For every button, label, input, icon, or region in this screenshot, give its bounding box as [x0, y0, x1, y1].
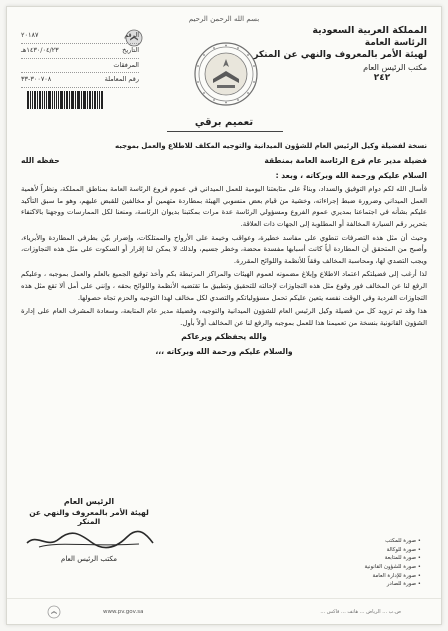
page-footer [7, 598, 441, 624]
paragraph-1: فأسال الله لكم دوام التوفيق والسداد، وبناءً على متابعتنا اليومية للعمل الميداني في عموم فروع الرئاسة العامة بمناطق المملكة، ونظراً لأهمية العمل الميداني وضرورة ضبط إجراءاته، وخشية من قيام بعض منسوبي الهيئة بمطاردة متهمين أو مخالفين للقبض عليهم، وهو ما سبق التأكيد عليكم بشأنه في اجتماعنا بمديري عموم الفروع ومسؤولي الرئاسة عدة مرات بمكتبنا بديوان الرئاسة، ومنعنا لكل الممارسات ووجهنا بالاكتفاء بتحرير رقم السيارة المخالفة أو المطلوبة إلى الجهات ذات العلاقة. [21, 185, 427, 229]
title-underline [167, 131, 283, 132]
barcode-bar [64, 91, 65, 109]
handwritten-signature-icon [19, 529, 159, 551]
barcode-bar [71, 91, 72, 109]
authority-name: لهيئة الأمر بالمعروف والنهي عن المنكر [253, 50, 427, 60]
barcode-bar [54, 91, 55, 109]
barcode-bar [44, 91, 45, 109]
barcode-icon [27, 91, 103, 109]
footer-logo-icon [47, 605, 61, 619]
barcode-bar [92, 91, 93, 109]
barcode-bar [42, 91, 43, 109]
country-name: المملكة العربية السعودية [312, 25, 427, 36]
copy-item: • صورة للمتابعة [335, 554, 421, 563]
barcode-bar [77, 91, 80, 109]
barcode-bar [37, 91, 38, 109]
barcode-bar [66, 91, 68, 109]
closing-1: والله يحفظكم ويرعاكم [181, 332, 267, 342]
meta-attachments-row [21, 59, 139, 74]
signature-block [19, 497, 159, 563]
barcode-bar [75, 91, 76, 109]
presidency-name: الرئاسة العامة [364, 38, 427, 48]
copy-item: • صورة للإدارة العامة [335, 572, 421, 581]
barcode-bar [94, 91, 97, 109]
barcode-bar [58, 91, 59, 109]
barcode-bar [46, 91, 48, 109]
copies-list [335, 537, 421, 589]
honorific: حفظه الله [21, 155, 60, 165]
barcode-bar [101, 91, 103, 109]
meta-number-label: الرقم [124, 31, 139, 39]
cc-line: نسخة لفضيلة وكيل الرئيس العام للشؤون الميدانية والتوجيه المكلف للاطلاع والعمل بموجبه [115, 142, 427, 150]
meta-date-row [21, 44, 139, 59]
barcode-bar [99, 91, 100, 109]
copy-item: • صورة للوكالة [335, 546, 421, 555]
paragraph-3: لذا أرغب إلى فضيلتكم اعتماد الاطلاع وإبلاغ مضمونه لعموم الهيئات والمراكز المرتبطة بكم وأخذ توقيع الجميع بالعلم والعمل بموجبه ، وعليكم الرفع لنا عن المخالف فور وقوع مثل هذه التجاوزات لإحالته للتحقيق وتطبيق ما تقتضيه الأنظمة واللوائح بحقه ، وإنني على أمل ألا تقع مثل هذه التجاوزات الفردية وفي الوقت نفسه يتعين عليكم تحمل مسؤولياتكم والتصدي لكل مخالف لهذا التوجيه والحزم تجاه حصولها. [21, 270, 427, 302]
addressee-line [21, 155, 427, 168]
document-title: تعميم برقي [194, 117, 254, 128]
barcode-bar [81, 91, 82, 109]
barcode-bar [34, 91, 37, 109]
signatory-authority: لهيئة الأمر بالمعروف والنهي عن المنكر [29, 508, 149, 526]
barcode-bar [87, 91, 88, 109]
contact-info: ص.ب ... الرياض ... هاتف ... فاكس ... [320, 609, 401, 615]
barcode-bar [56, 91, 58, 109]
barcode-bar [84, 91, 86, 109]
meta-ref-label: رقم المعاملة [104, 75, 139, 84]
letter-body [21, 141, 427, 361]
meta-date-value: ١٤٣٠/٠٤/٢٣هـ [21, 45, 59, 54]
website-url[interactable]: www.pv.gov.sa [103, 609, 144, 615]
paragraph-4: هذا وقد تم تزويد كل من فضيلة وكيل الرئيس العام للشؤون الميدانية والتوجيه، وفضيلة مدير عام المتابعة، وسعادة المشرف العام على إدارة الشؤون القانونية بنسخة من تعميمنا هذا للعمل بموجبه والرفع لنا عن المخالف أولاً بأول. [21, 307, 427, 327]
signatory-office: مكتب الرئيس العام [61, 555, 117, 563]
barcode-bar [30, 91, 31, 109]
basmala: بسم الله الرحمن الرحيم [188, 15, 260, 23]
barcode-bar [83, 91, 84, 109]
barcode-bar [39, 91, 41, 109]
office-name: مكتب الرئيس العام [363, 63, 427, 72]
barcode-bar [48, 91, 51, 109]
meta-number-value: ٢٠١٨٧ [21, 31, 39, 39]
document-sheet [6, 6, 442, 625]
greeting: السلام عليكم ورحمة الله وبركاته ، وبعد : [275, 170, 427, 180]
authority-seal-icon [193, 41, 259, 107]
barcode-bar [60, 91, 63, 109]
barcode-bar [97, 91, 98, 109]
meta-number-row [21, 29, 139, 44]
office-number: ٢٤٢ [373, 73, 391, 83]
barcode-bar [52, 91, 53, 109]
barcode-bar [32, 91, 33, 109]
meta-date-label: التاريخ [122, 45, 139, 54]
addressee: فضيلة مدير عام فرع الرئاسة العامة بمنطقة [264, 155, 427, 165]
document-metadata [21, 29, 139, 88]
meta-ref-row [21, 73, 139, 88]
signatory-role: الرئيس العام [63, 497, 115, 506]
paragraph-2: وحيث أن مثل هذه التصرفات تنطوي على مفاسد خطيرة، وعواقب وخيمة على الأرواح والممتلكات، وإضرار بيّن بطرفي المطاردة والأبرياء، وأصبح من المتحقق أن المطاردة أياً كانت أسبابها مفسدة محضة، وخطر جسيم، ولذلك لا يمكن لنا إقرار أو السكوت على مثل هذه التجاوزات، ويجب التصدي لها، ومحاسبة المخالف وفقاً للأنظمة واللوائح المقررة. [21, 233, 427, 265]
closing-2: والسلام عليكم ورحمة الله وبركاته ،،، [155, 347, 293, 357]
barcode-bar [27, 91, 29, 109]
meta-attachments-label: المرفقات [113, 60, 139, 69]
barcode-bar [72, 91, 74, 109]
copy-item: • صورة للشؤون القانونية [335, 563, 421, 572]
barcode-bar [69, 91, 70, 109]
barcode-bar [89, 91, 91, 109]
meta-ref-value: ٣٠٠٧٠٨-٣٣ [21, 75, 52, 84]
letterhead-right [253, 25, 427, 83]
copy-item: • صورة للمكتب [335, 537, 421, 546]
copy-item: • صورة للصادر [335, 580, 421, 589]
